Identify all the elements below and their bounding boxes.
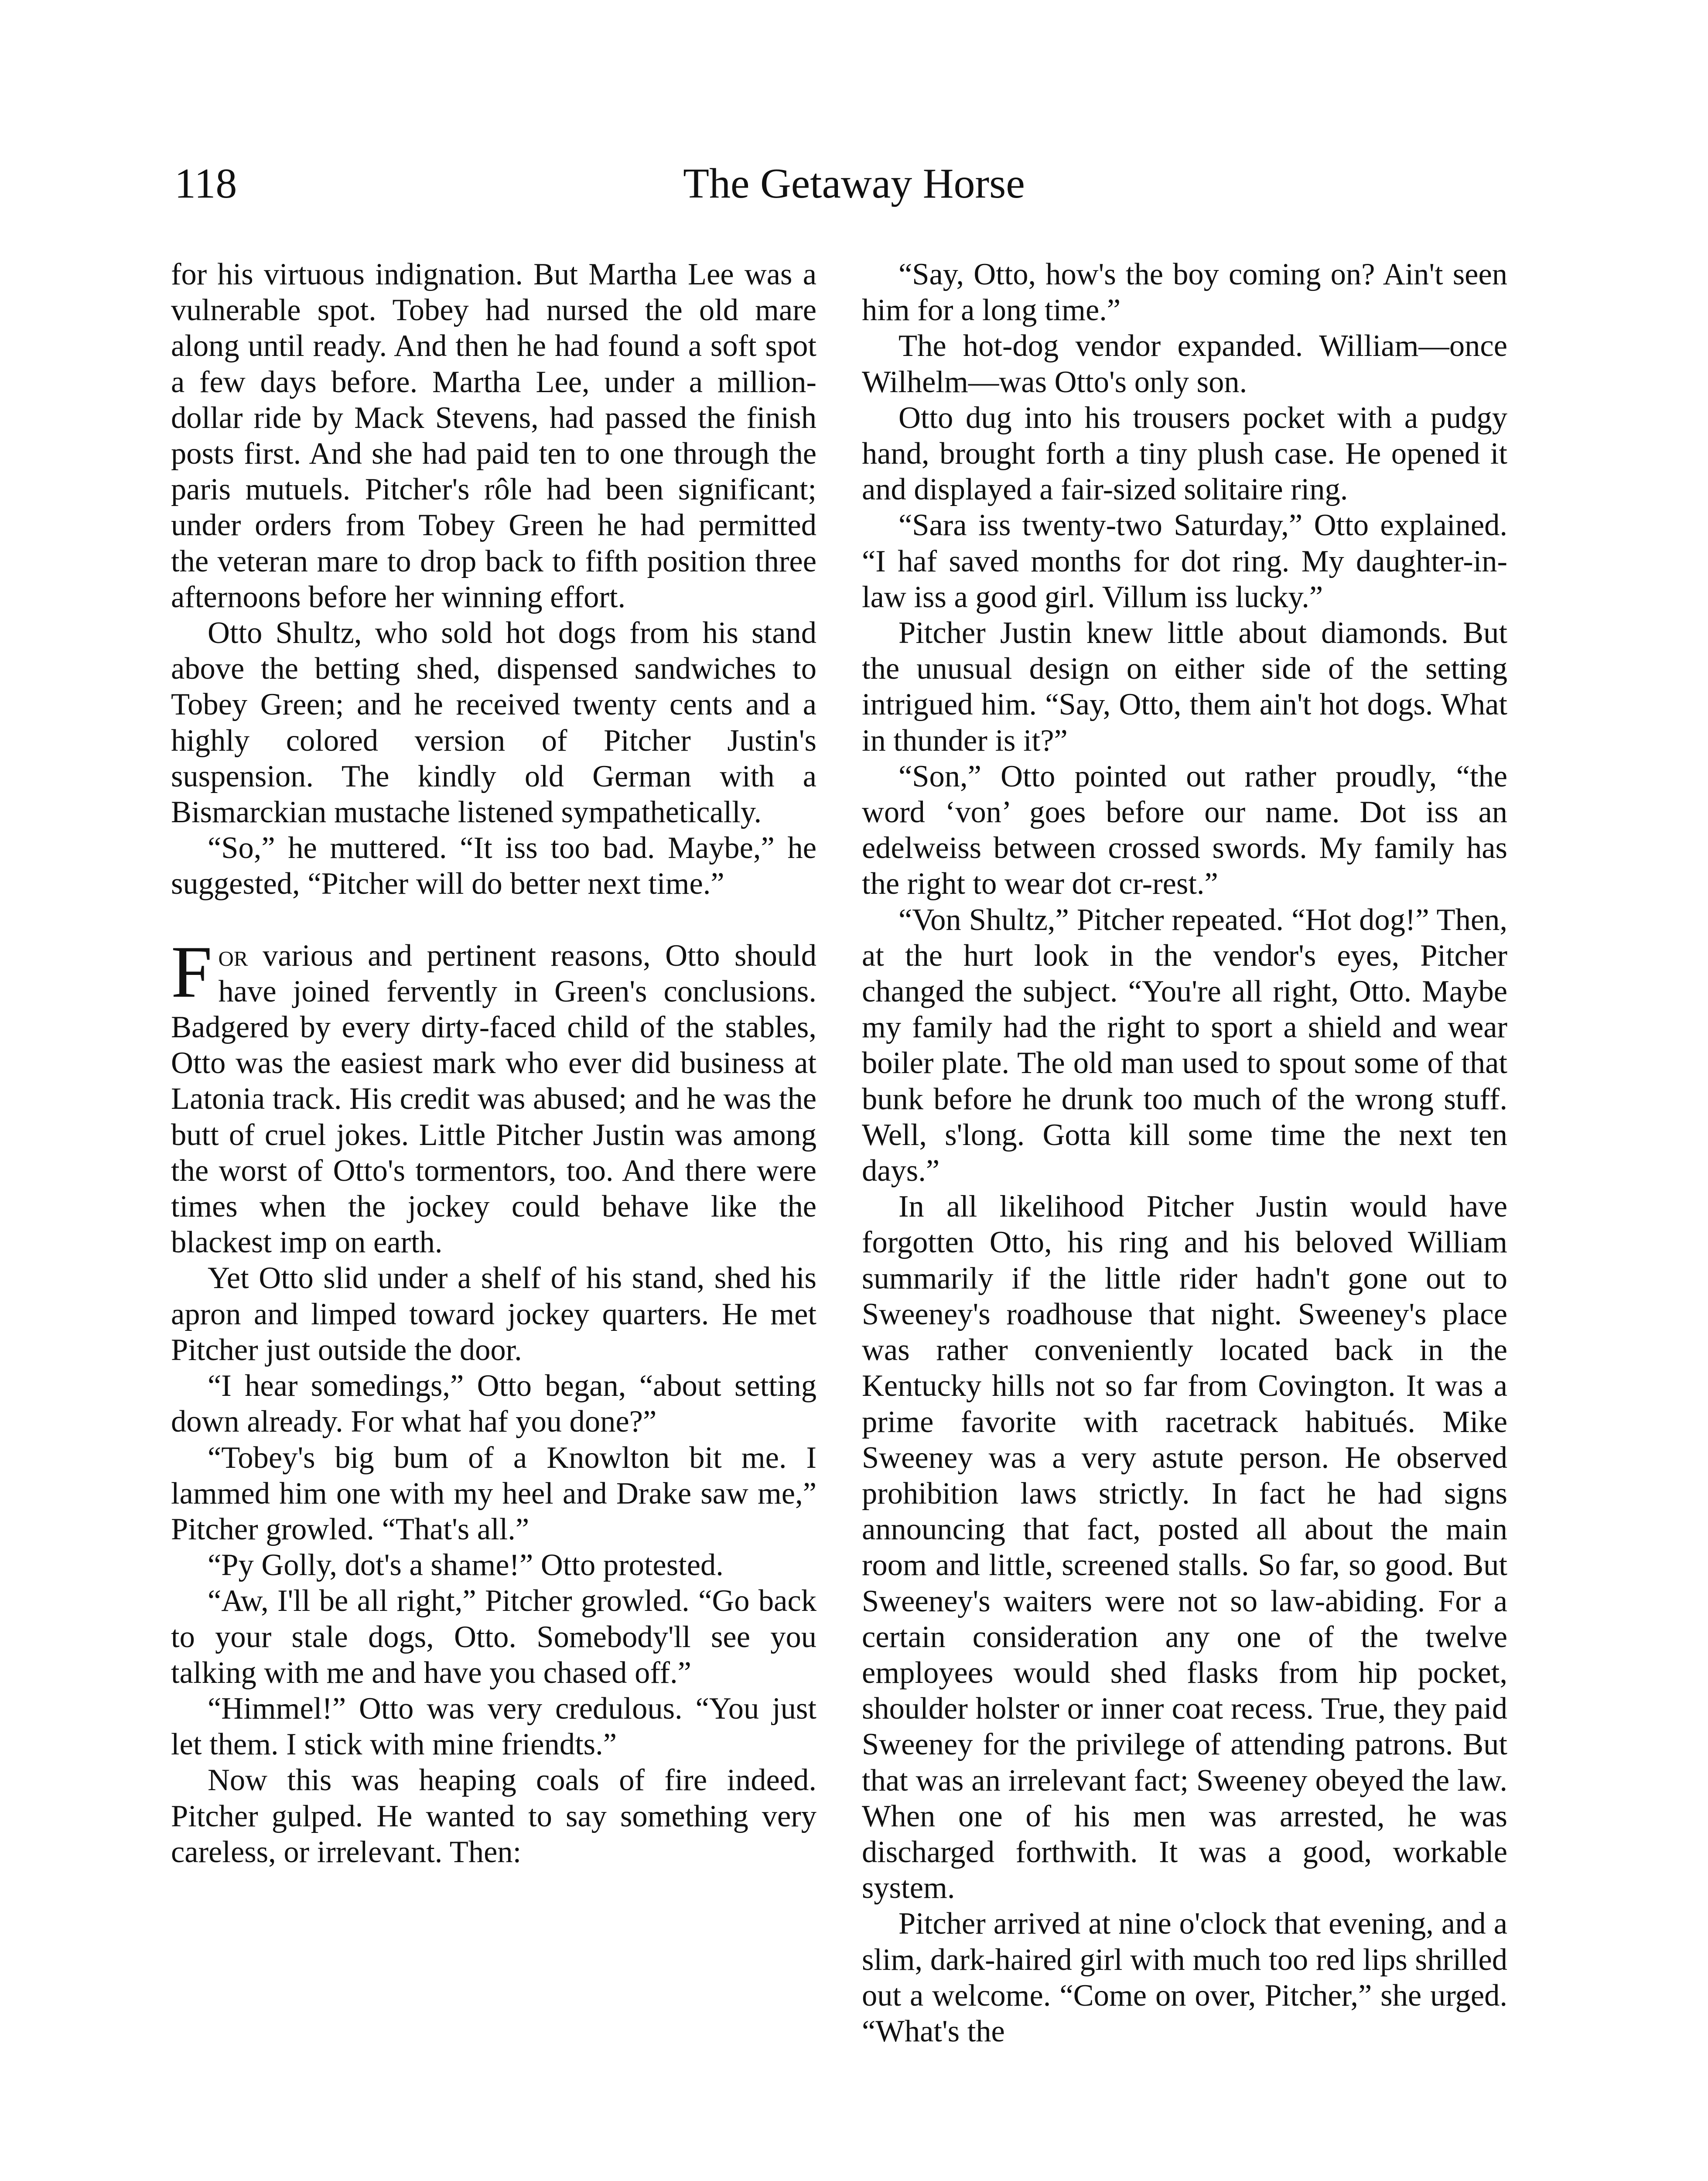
paragraph: for his virtuous indignation. But Martha Lee was a vulnerable spot. Tobey had nursed the old mare along until ready. And then he had found a soft spot a few days before. Martha Lee, under a million-dollar ride by Mack Stevens, had passed the finish posts first. And she had paid ten to one through the paris mutuels. Pitcher's rôle had been significant; under orders from Tobey Green he had permitted the veteran mare to drop back to fifth position three afternoons before her winning effort. — [171, 257, 816, 614]
paragraph-text: various and pertinent reasons, Otto should have joined fervently in Green's conclusions. Badgered by every dirty-faced child of the stables, Otto was the easiest mark who ever did business at Latonia track. His credit was abused; and he was the butt of cruel jokes. Little Pitcher Justin was among the worst of Otto's tormentors, too. And there were times when the jockey could behave like the blackest imp on earth. — [171, 938, 816, 1260]
drop-cap: F — [171, 930, 212, 1013]
paragraph: Otto Shultz, who sold hot dogs from his stand above the betting shed, dispensed sandwiches to Tobey Green; and he received twenty cents and a highly colored version of Pitcher Justin's suspension. The kindly old German with a Bismarckian mustache listened sympathetically. — [171, 616, 816, 830]
paragraph: Pitcher arrived at nine o'clock that evening, and a slim, dark-haired girl with much too red lips shrilled out a welcome. “Come on over, Pitcher,” she urged. “What's the — [862, 1907, 1507, 2048]
section-opening-paragraph — [171, 930, 816, 1261]
right-column — [862, 256, 1507, 2049]
paragraph: “I hear somedings,” Otto began, “about setting down already. For what haf you done?” — [171, 1369, 816, 1439]
page-number: 118 — [174, 160, 237, 207]
paragraph: In all likelihood Pitcher Justin would have forgotten Otto, his ring and his beloved William summarily if the little rider hadn't gone out to Sweeney's roadhouse that night. Sweeney's place was rather conveniently located back in the Kentucky hills not so far from Covington. It was a prime favorite with racetrack habitués. Mike Sweeney was a very astute person. He observed prohibition laws strictly. In fact he had signs announcing that fact, posted all about the main room and little, screened stalls. So far, so good. But Sweeney's waiters were not so law-abiding. For a certain consideration any one of the twelve employees would shed flasks from hip pocket, shoulder holster or inner coat recess. True, they paid Sweeney for the privilege of attending patrons. But that was an irrelevant fact; Sweeney obeyed the law. When one of his men was arrested, he was discharged forthwith. It was a good, workable system. — [862, 1190, 1507, 1905]
paragraph: Pitcher Justin knew little about diamonds. But the unusual design on either side of the setting intrigued him. “Say, Otto, them ain't hot dogs. What in thunder is it?” — [862, 616, 1507, 758]
paragraph: “Aw, I'll be all right,” Pitcher growled. “Go back to your stale dogs, Otto. Somebody'll see you talking with me and have you chased off.” — [171, 1584, 816, 1690]
paragraph: “Say, Otto, how's the boy coming on? Ain't seen him for a long time.” — [862, 257, 1507, 328]
paragraph: “Tobey's big bum of a Knowlton bit me. I lammed him one with my heel and Drake saw me,” Pitcher growled. “That's all.” — [171, 1440, 816, 1546]
paragraph: “Sara iss twenty-two Saturday,” Otto explained. “I haf saved months for dot ring. My daughter-in-law iss a good girl. Villum iss lucky.” — [862, 508, 1507, 614]
paragraph: The hot-dog vendor expanded. William—once Wilhelm—was Otto's only son. — [862, 329, 1507, 399]
running-title: The Getaway Horse — [683, 160, 1025, 207]
paragraph: Otto dug into his trousers pocket with a pudgy hand, brought forth a tiny plush case. He opened it and displayed a fair-sized solitaire ring. — [862, 400, 1507, 507]
paragraph: “Himmel!” Otto was very credulous. “You just let them. I stick with mine friendts.” — [171, 1691, 816, 1762]
left-column — [171, 256, 816, 1870]
paragraph: “Py Golly, dot's a shame!” Otto protested. — [208, 1548, 724, 1583]
section-break — [171, 902, 816, 938]
paragraph: “Son,” Otto pointed out rather proudly, “the word ‘von’ goes before our name. Dot iss an edelweiss between crossed swords. My family has the right to wear dot cr-rest.” — [862, 759, 1507, 901]
paragraph: “Von Shultz,” Pitcher repeated. “Hot dog!” Then, at the hurt look in the vendor's eyes, Pitcher changed the subject. “You're all right, Otto. Maybe my family had the right to sport a shield and wear boiler plate. The old man used to spout some of that bunk before he drunk too much of the wrong stuff. Well, s'long. Gotta kill some time the next ten days.” — [862, 902, 1507, 1188]
small-caps-lead: or — [218, 938, 248, 973]
paragraph: “So,” he muttered. “It iss too bad. Maybe,” he suggested, “Pitcher will do better next time.” — [171, 831, 816, 901]
paragraph: Now this was heaping coals of fire indeed. Pitcher gulped. He wanted to say something very careless, or irrelevant. Then: — [171, 1763, 816, 1869]
paragraph: Yet Otto slid under a shelf of his stand, shed his apron and limped toward jockey quarters. He met Pitcher just outside the door. — [171, 1261, 816, 1367]
